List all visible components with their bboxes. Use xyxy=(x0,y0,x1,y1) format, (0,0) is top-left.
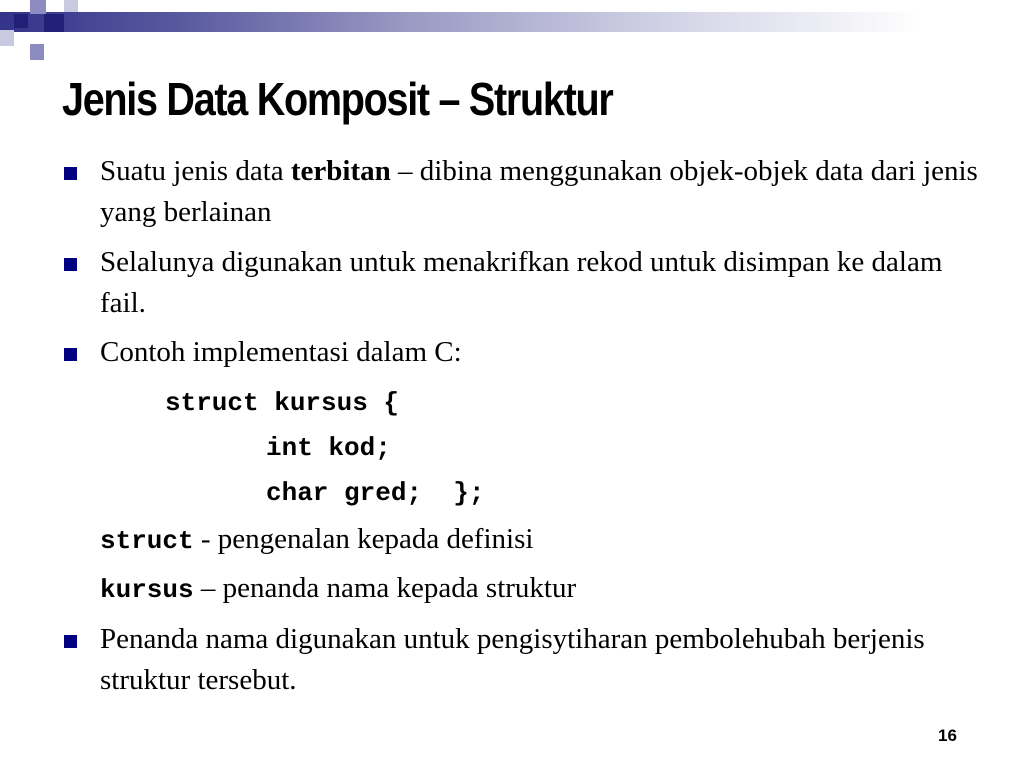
page-number: 16 xyxy=(938,726,957,745)
note-struct-keyword: struct xyxy=(100,526,194,556)
bullet-text-2: Selalunya digunakan untuk menakrifkan rekod untuk disimpan ke dalam fail. xyxy=(100,246,943,319)
bullet-text-3: Contoh implementasi dalam C: xyxy=(100,336,462,368)
note-struct-text: - pengenalan kepada definisi xyxy=(193,523,534,555)
code-line-2: int kod; xyxy=(266,433,391,463)
bullet-square-icon xyxy=(64,635,77,648)
code-line-3: char gred; }; xyxy=(266,478,485,508)
header-square-light-2 xyxy=(64,0,78,12)
bullet-square-icon xyxy=(64,348,77,361)
note-struct xyxy=(100,525,533,554)
bullet-square-icon xyxy=(64,167,77,180)
bullet-text-1 xyxy=(100,151,980,233)
header-square-mid-2 xyxy=(30,44,44,60)
header-square-dark-2 xyxy=(44,14,64,32)
bullet-1-post: – dibina menggunakan objek-objek data dari jenis yang berlainan xyxy=(100,155,978,228)
bullet-1-pre: Suatu jenis data xyxy=(100,155,291,187)
note-kursus-keyword: kursus xyxy=(100,575,194,605)
note-kursus xyxy=(100,574,576,603)
bullet-text-4: Penanda nama digunakan untuk pengisytiharan pembolehubah berjenis struktur tersebut. xyxy=(100,623,925,696)
header-square-light xyxy=(0,30,14,46)
note-kursus-text: – penanda nama kepada struktur xyxy=(193,572,577,604)
bullet-1-bold: terbitan xyxy=(290,155,391,187)
header-square-dark xyxy=(14,14,28,28)
code-line-1: struct kursus { xyxy=(165,388,400,418)
slide-title: Jenis Data Komposit – Struktur xyxy=(62,73,613,125)
bullet-square-icon xyxy=(64,258,77,271)
header-square-mid xyxy=(30,0,46,14)
header-gradient-bar xyxy=(0,12,1024,32)
